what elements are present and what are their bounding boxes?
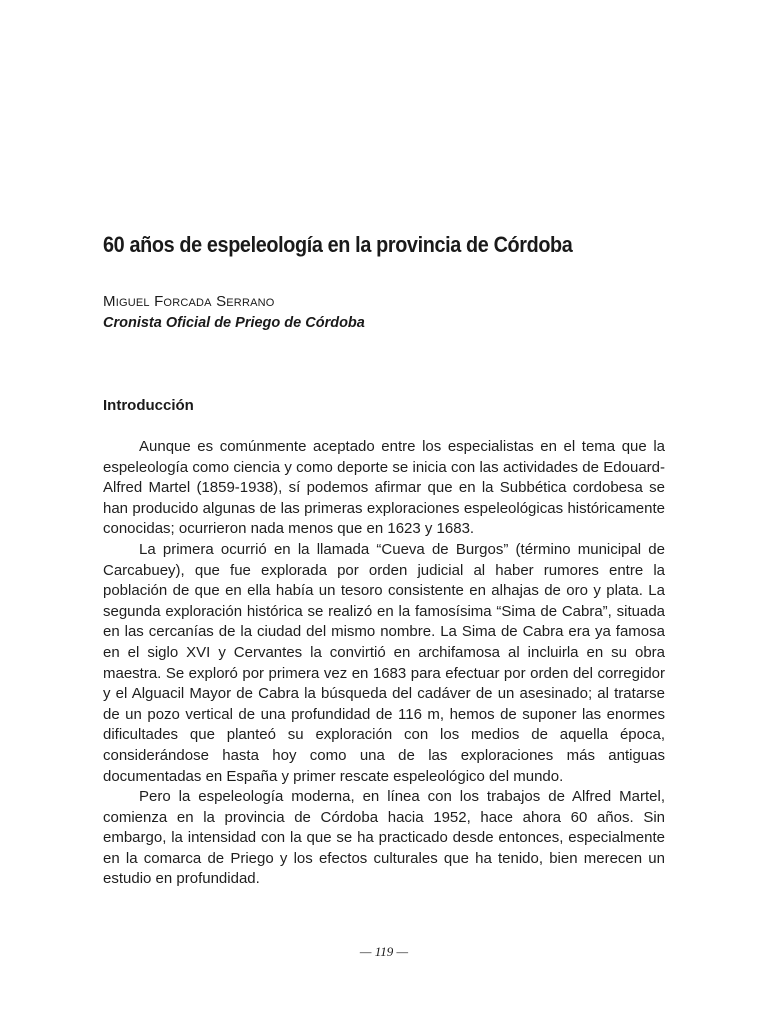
section-heading: Introducción bbox=[103, 397, 194, 414]
article-title: 60 años de espeleología en la provincia de Córdoba bbox=[103, 232, 573, 257]
paragraph: La primera ocurrió en la llamada “Cueva de Burgos” (término municipal de Carcabuey), que fue explorada por orden judicial al haber rumores entre la población de que en ella había un tesoro consistente en alhajas de oro y plata. La segunda exploración histórica se realizó en la famosísima “Sima de Cabra”, situada en las cercanías de la ciudad del mismo nombre. La Sima de Cabra era ya famosa en el siglo XVI y Cervantes la convirtió en archifamosa al incluirla en su obra maestra. Se exploró por primera vez en 1683 para efectuar por orden del corregidor y el Alguacil Mayor de Cabra la búsqueda del cadáver de un asesinado; al tratarse de un pozo vertical de una profundidad de 116 m, hemos de suponer las enormes dificultades que planteó su exploración con los medios de aquella época, considerándose hasta hoy como una de las exploraciones más antiguas documentadas en España y primer rescate espeleológico del mundo. bbox=[103, 540, 665, 785]
body-text bbox=[103, 437, 665, 890]
paragraph: Pero la espeleología moderna, en línea con los trabajos de Alfred Martel, comienza en la provincia de Córdoba hacia 1952, hace ahora 60 años. Sin embargo, la intensidad con la que se ha practicado desde entonces, especialmente en la comarca de Priego y los efectos culturales que ha tenido, bien merecen un estudio en profundidad. bbox=[103, 788, 665, 888]
paragraph: Aunque es comúnmente aceptado entre los especialistas en el tema que la espeleología como ciencia y como deporte se inicia con las actividades de Edouard-Alfred Martel (1859-1938), sí podemos afirmar que en la Subbética cordobesa se han producido algunas de las primeras exploraciones espeleológicas históricamente conocidas; ocurrieron nada menos que en 1623 y 1683. bbox=[103, 438, 665, 538]
author-affiliation: Cronista Oficial de Priego de Córdoba bbox=[103, 315, 365, 331]
author-name: Miguel Forcada Serrano bbox=[103, 293, 275, 310]
page-number: — 119 — bbox=[359, 944, 409, 959]
